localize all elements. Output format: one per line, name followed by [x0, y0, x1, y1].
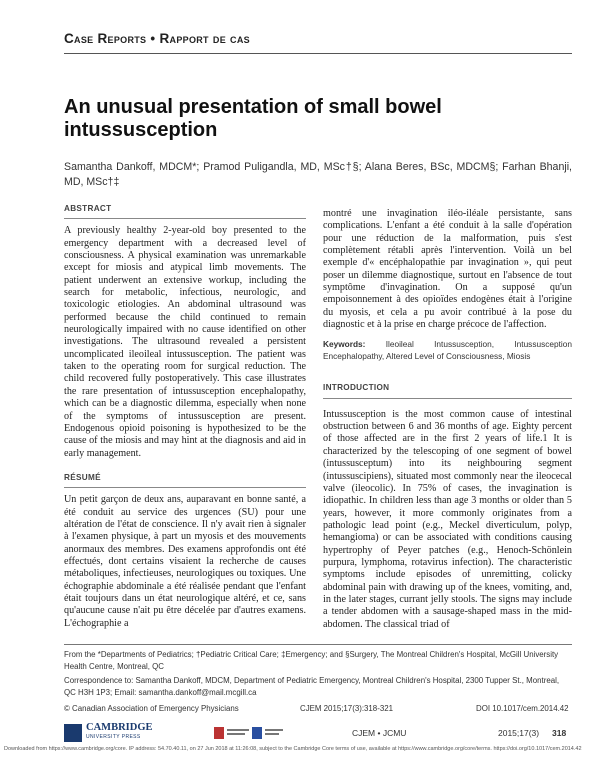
copyright: © Canadian Association of Emergency Physicians [64, 704, 239, 713]
abstract-text: A previously healthy 2-year-old boy presented to the emergency department with a decreased level of consciousness. A physical examination was unremarkable except for miosis and atypical limb movements. The patient underwent an extensive workup, including the search for metabolic, infectious, neurologic, and toxicologic etiologies. An abdominal ultrasound was performed because the child continued to remain neurologically impaired with no cause identified on other investigations. The ultrasound revealed a persistent uncomplicated ileoileal intussusception. The patient was taken to the operating room for surgical reduction. The child recovered fully postoperatively. This case illustrates the rare presentation of intussusception encephalopathy, which can be a diagnostic dilemma, especially when none of the symptoms of intussusception are present. Endogenous opioid poisoning is hypothesized to be the cause of the miosis and may hint at the diagnosis and aid in early management. [64, 225, 306, 459]
keywords [323, 339, 572, 362]
header-rule [64, 53, 572, 54]
citation: CJEM 2015;17(3):318-321 [300, 704, 393, 713]
cambridge-logo-icon [64, 724, 82, 742]
introduction-text: Intussusception is the most common cause of intestinal obstruction between 6 and 36 months of age. Eighty percent of those affected are in the first 2 years of life.1 It is characterized by the telescoping of one segment of bowel (intussusceptum) into its neighbouring segment (intussuscipiens), situated most commonly near the ileocecal valve (ileocolic). In 75% of cases, the invagination is idiopathic. In children less than age 3 months or older than 5 years, however, it more commonly originates from a pathologic lead point (e.g., Meckel diverticulum, polyp, hemangioma) or can be associated with conditions causing hypertrophy of Peyer patches (e.g., Henoch-Schönlein purpura, lymphoma, rotavirus infection). The characteristic symptoms include episodes of unremitting, colicky abdominal pain with drawing up of the knees, vomiting, and, in the later stages, currant jelly stools. The signs may include a tender abdomen with a sausage-shaped mass in the mid-abdomen. The classical triad of [323, 408, 572, 630]
abstract-heading: ABSTRACT [64, 203, 306, 219]
footnote-rule [64, 644, 572, 645]
publisher-subtitle: UNIVERSITY PRESS [86, 734, 141, 740]
introduction-heading: INTRODUCTION [323, 382, 572, 398]
keywords-label: Keywords: [323, 339, 366, 350]
author-list: Samantha Dankoff, MDCM*; Pramod Puligandla, MD, MSc†§; Alana Beres, BSc, MDCM§; Farhan Bhanji, MD, MSc†‡ [64, 161, 572, 188]
society-logos-icon [214, 726, 284, 745]
left-column [64, 203, 306, 630]
doi: DOI 10.1017/cem.2014.42 [476, 704, 569, 713]
journal-issue: 2015;17(3) [498, 728, 540, 738]
keywords-text: Ileoileal Intussusception, Intussusception Encephalopathy, Altered Level of Consciousness, Miosis [323, 339, 572, 361]
journal-name: CJEM • JCMU [352, 728, 407, 738]
download-notice: Downloaded from https://www.cambridge.org/core. IP address: 54.70.40.11, on 27 Jun 2018 at 11:26:08, subject to the Cambridge Core terms of use, available at https://www.cambridge.org/core/terms. https://doi.org/10.1017/cem.2014.42 [4, 746, 582, 752]
section-label: Case Reports • Rapport de cas [64, 31, 250, 46]
article-title: An unusual presentation of small bowel intussusception [64, 96, 442, 141]
correspondence: Correspondence to: Samantha Dankoff, MDCM, Department of Pediatric Emergency, Montreal Children's Hospital, 2300 Tupper St., Montreal, QC H3H 1P3; Email: samantha.dankoff@mail.mcgill.ca [64, 676, 560, 697]
resume-heading: RÉSUMÉ [64, 472, 306, 488]
page-number: 318 [552, 728, 567, 738]
publisher-name: CAMBRIDGE [86, 722, 153, 733]
resume-text: Un petit garçon de deux ans, auparavant en bonne santé, a été conduit au service des urgences (SU) pour une altération de l'état de conscience. Il n'y avait rien à signaler à l'examen physique, à part un myosis et des mouvements anormaux des membres. Des examens approfondis ont été effectués, dont certains visaient la recherche de causes métaboliques, infectieuses, neurologiques ou toxiques. Une échographie abdominale a été réalisée pendant que l'enfant était toujours dans un état neurologique altéré, et ce, sans qu'aucune cause n'ait pu être décelée par d'autres examens. L'échographie a [64, 494, 306, 629]
right-column [323, 208, 572, 631]
resume-continued-text: montré une invagination iléo-iléale persistante, sans complications. L'enfant a été conduit à la salle d'opération pour une réduction de la malformation, puis s'est complètement rétabli après l'intervention. Voilà un bel exemple d'« encéphalopathie par invagination », qui peut poser un dilemme diagnostique, surtout en l'absence de tout symptôme d'invagination. On a supposé qu'un empoisonnement à des opioïdes endogènes était à l'origine du myosis, et cela a pu avoir contribué à la pose du diagnostic et à la prise en charge précoce de l'affection. [323, 208, 572, 331]
affiliations: From the *Departments of Pediatrics; †Pediatric Critical Care; ‡Emergency; and §Surgery, The Montreal Children's Hospital, McGill University Health Centre, Montreal, QC [64, 650, 559, 671]
